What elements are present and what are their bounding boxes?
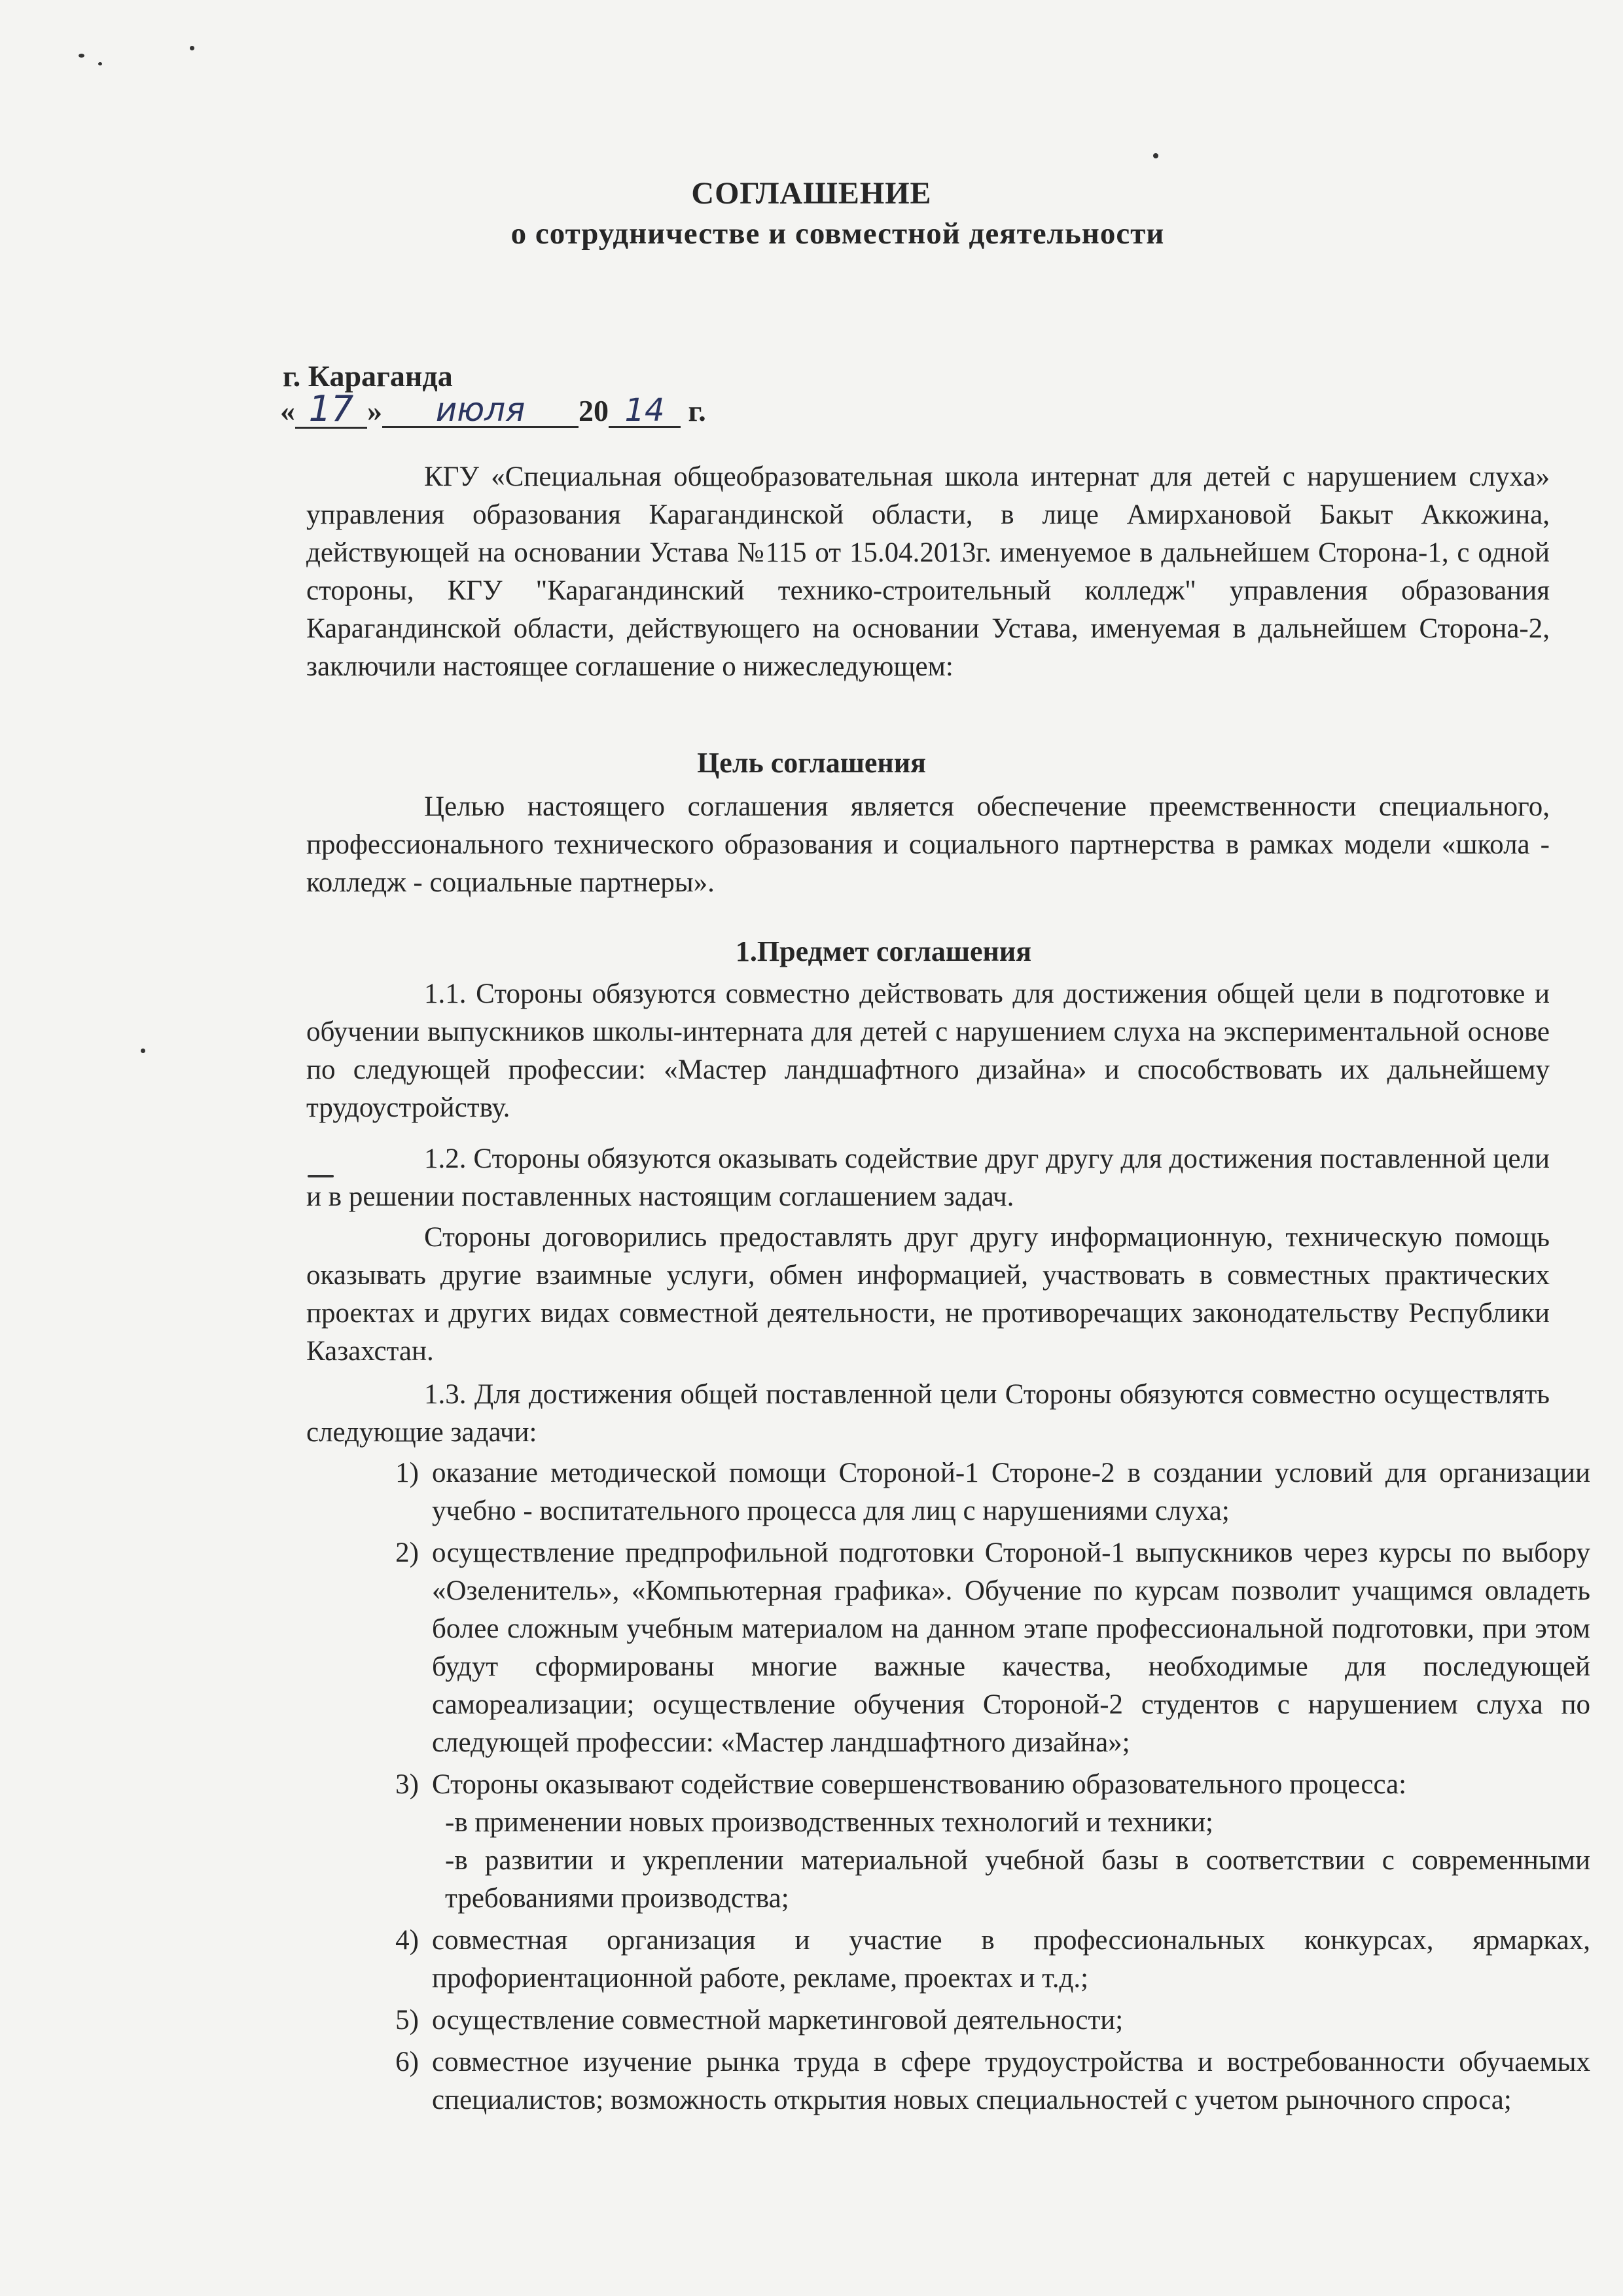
list-item-text: осуществление предпрофильной подготовки Стороной-1 выпускников через курсы по выбору «Озеленитель», «Компьютерная графика». Обучение по курсам позволит учащимся овладеть более сложным учебным материалом на данном этапе профессиональной подготовки, при этом будут сформированы многие важные качества, необходимые для последующей самореализации; осуществление обучения Стороной-2 студентов с нарушением слуха по следующей профессии: «Мастер ландшафтного дизайна»; <box>432 1537 1590 1758</box>
list-item-text: оказание методической помощи Стороной-1 Стороне-2 в создании условий для организации учебно - воспитательного процесса для лиц с нарушениями слуха; <box>432 1458 1590 1526</box>
date-month: июля <box>382 393 579 428</box>
date-year-suffix: г. <box>688 394 706 427</box>
list-item-number: 1) <box>395 1458 419 1488</box>
list-item-text: совместная организация и участие в профессиональных конкурсах, ярмарках, профориентационной работе, рекламе, проектах и т.д.; <box>432 1925 1590 1994</box>
list-item-text: совместное изучение рынка труда в сфере трудоустройства и востребованности обучаемых специалистов; возможность открытия новых специальностей с учетом рыночного спроса; <box>432 2047 1590 2115</box>
scan-speck <box>141 1049 145 1053</box>
document-title: СОГЛАШЕНИЕ <box>691 176 932 211</box>
list-subitem: -в развитии и укреплении материальной учебной базы в соответствии с современными требованиями производства; <box>445 1845 1590 1914</box>
clause-1-1: 1.1. Стороны обязуются совместно действовать для достижения общей цели в подготовке и обучении выпускников школы-интерната для детей с нарушением слуха на экспериментальной основе по следующей профессии: «Мастер ландшафтного дизайна» и способствовать их дальнейшему трудоустройству. <box>306 978 1550 1123</box>
clause-agreement: Стороны договорились предоставлять друг другу информационную, техническую помощь оказывать другие взаимные услуги, обмен информацией, участвовать в совместных практических проектах и других видах совместной деятельности, не противоречащих законодательству Республики Казахстан. <box>306 1222 1550 1367</box>
list-item <box>366 2043 1590 2119</box>
list-item-number: 3) <box>395 1769 419 1800</box>
goal-heading: Цель соглашения <box>697 747 926 779</box>
list-subitem: -в применении новых производственных технологий и техники; <box>445 1807 1213 1838</box>
subject-heading: 1.Предмет соглашения <box>735 935 1032 967</box>
list-item <box>366 1454 1590 1530</box>
scan-speck <box>79 54 84 58</box>
clause-1-2: 1.2. Стороны обязуются оказывать содействие друг другу для достижения поставленной цели и в решении поставленных настоящим соглашением задач. <box>306 1143 1550 1212</box>
list-item-number: 2) <box>395 1537 419 1568</box>
list-item <box>366 1534 1590 1762</box>
list-item-text: Стороны оказывают содействие совершенствованию образовательного процесса: <box>432 1769 1407 1800</box>
date-line <box>280 388 706 429</box>
list-item <box>366 2001 1590 2039</box>
document-subtitle: о сотрудничестве и совместной деятельности <box>510 217 1165 251</box>
list-item <box>366 1766 1590 1918</box>
date-century: 20 <box>579 394 609 427</box>
date-year: 14 <box>609 395 681 428</box>
list-item-number: 4) <box>395 1925 419 1956</box>
list-item-number: 5) <box>395 2005 419 2036</box>
clause-1-3: 1.3. Для достижения общей поставленной цели Стороны обязуются совместно осуществлять следующие задачи: <box>306 1379 1550 1448</box>
task-list <box>366 1454 1590 2123</box>
city-line: г. Караганда <box>283 359 453 393</box>
list-item-number: 6) <box>395 2047 419 2077</box>
list-item-text: осуществление совместной маркетинговой деятельности; <box>432 2005 1124 2036</box>
goal-paragraph: Целью настоящего соглашения является обеспечение преемственности специального, профессионального технического образования и социального партнерства в рамках модели «школа - колледж - социальные партнеры». <box>306 791 1550 898</box>
date-close-quote: » <box>367 394 382 427</box>
date-open-quote: « <box>280 394 295 427</box>
scan-speck <box>98 62 102 65</box>
preamble-paragraph: КГУ «Специальная общеобразовательная школа интернат для детей с нарушением слуха» управления образования Карагандинской области, в лице Амирхановой Бакыт Аккожина, действующей на основании Устава №115 от 15.04.2013г. именуемое в дальнейшем Сторона-1, с одной стороны, КГУ "Карагандинский технико-строительный колледж" управления образования Карагандинской области, действующего на основании Устава, именуемая в дальнейшем Сторона-2, заключили настоящее соглашение о нижеследующем: <box>306 461 1550 682</box>
scan-speck <box>1153 153 1158 158</box>
scan-speck <box>190 46 194 50</box>
list-item <box>366 1922 1590 1998</box>
date-day: 17 <box>295 391 367 429</box>
